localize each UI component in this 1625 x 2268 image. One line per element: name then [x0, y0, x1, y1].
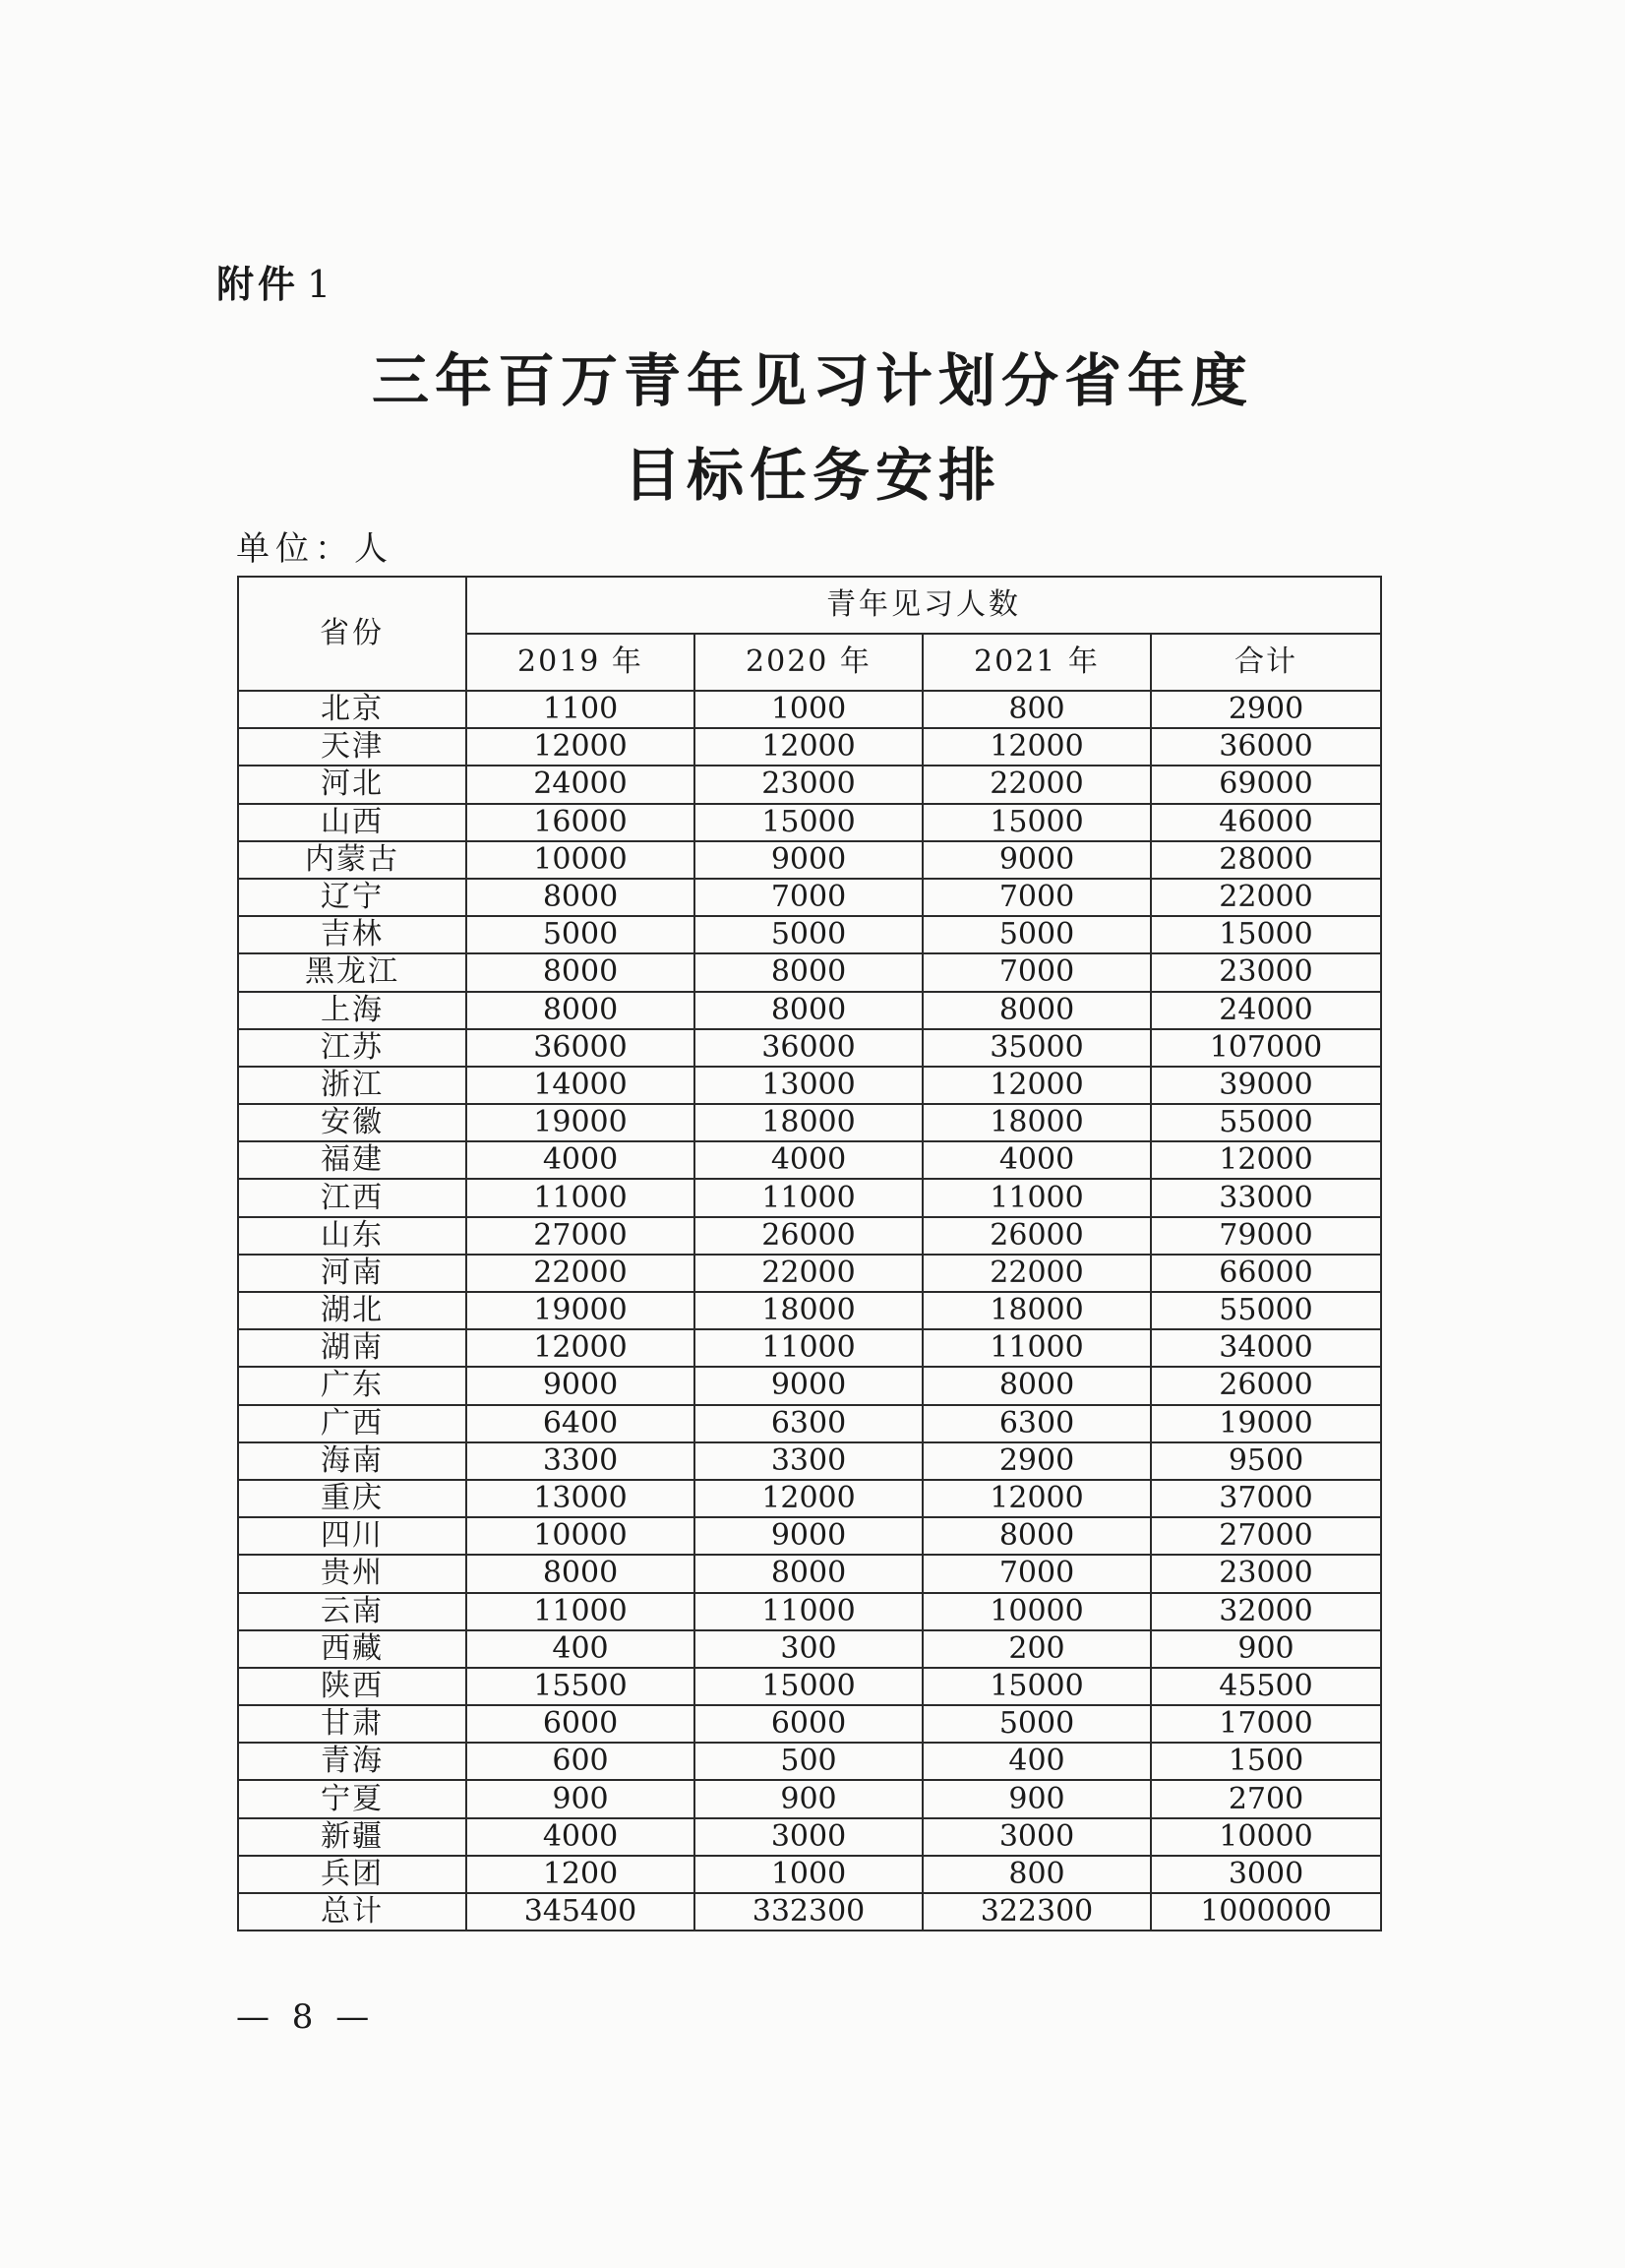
value-cell: 800 [923, 691, 1151, 728]
unit-label: 单位：人 [236, 529, 393, 569]
total-cell: 26000 [1151, 1367, 1381, 1404]
value-cell: 11000 [466, 1593, 694, 1630]
value-cell: 19000 [466, 1292, 694, 1329]
total-cell: 22000 [1151, 879, 1381, 916]
value-cell: 12000 [694, 1480, 923, 1517]
value-cell: 400 [923, 1743, 1151, 1780]
value-cell: 200 [923, 1630, 1151, 1668]
table-row [238, 841, 1381, 879]
group-header: 青年见习人数 [466, 577, 1381, 634]
total-cell: 19000 [1151, 1405, 1381, 1442]
value-cell: 9000 [466, 1367, 694, 1404]
province-cell: 天津 [238, 728, 466, 766]
value-cell: 400 [466, 1630, 694, 1668]
province-cell: 广东 [238, 1367, 466, 1404]
value-cell: 10000 [923, 1593, 1151, 1630]
province-cell: 江苏 [238, 1029, 466, 1067]
value-cell: 4000 [694, 1141, 923, 1179]
value-cell: 345400 [466, 1893, 694, 1931]
table-row [238, 992, 1381, 1029]
value-cell: 15500 [466, 1668, 694, 1705]
year-header-2021: 2021 年 [923, 634, 1151, 691]
table-row [238, 1179, 1381, 1216]
province-cell: 安徽 [238, 1104, 466, 1141]
province-cell: 山东 [238, 1217, 466, 1255]
value-cell: 3000 [694, 1818, 923, 1856]
total-cell: 23000 [1151, 1555, 1381, 1592]
table-row [238, 1141, 1381, 1179]
value-cell: 24000 [466, 766, 694, 803]
total-cell: 15000 [1151, 916, 1381, 953]
value-cell: 15000 [694, 804, 923, 841]
table-row [238, 1405, 1381, 1442]
table-row [238, 1593, 1381, 1630]
document-title-line-1: 三年百万青年见习计划分省年度 [371, 347, 1253, 414]
total-cell: 1000000 [1151, 1893, 1381, 1931]
total-cell: 900 [1151, 1630, 1381, 1668]
total-cell: 36000 [1151, 728, 1381, 766]
value-cell: 11000 [694, 1179, 923, 1216]
table-row [238, 916, 1381, 953]
value-cell: 3000 [923, 1818, 1151, 1856]
value-cell: 5000 [466, 916, 694, 953]
value-cell: 22000 [923, 1255, 1151, 1292]
table-row [238, 1818, 1381, 1856]
value-cell: 14000 [466, 1067, 694, 1104]
value-cell: 3300 [466, 1442, 694, 1480]
value-cell: 11000 [694, 1593, 923, 1630]
value-cell: 1000 [694, 691, 923, 728]
table-row [238, 1067, 1381, 1104]
value-cell: 8000 [694, 953, 923, 991]
value-cell: 18000 [694, 1292, 923, 1329]
value-cell: 4000 [923, 1141, 1151, 1179]
province-cell: 内蒙古 [238, 841, 466, 879]
value-cell: 8000 [466, 1555, 694, 1592]
province-cell: 兵团 [238, 1856, 466, 1893]
value-cell: 7000 [923, 953, 1151, 991]
table-row [238, 1255, 1381, 1292]
total-cell: 45500 [1151, 1668, 1381, 1705]
value-cell: 15000 [694, 1668, 923, 1705]
province-cell: 云南 [238, 1593, 466, 1630]
value-cell: 15000 [923, 1668, 1151, 1705]
total-cell: 37000 [1151, 1480, 1381, 1517]
table-row [238, 1329, 1381, 1367]
value-cell: 11000 [694, 1329, 923, 1367]
total-cell: 10000 [1151, 1818, 1381, 1856]
total-cell: 55000 [1151, 1292, 1381, 1329]
value-cell: 332300 [694, 1893, 923, 1931]
value-cell: 26000 [923, 1217, 1151, 1255]
total-cell: 23000 [1151, 953, 1381, 991]
value-cell: 9000 [694, 1517, 923, 1555]
table-row [238, 1893, 1381, 1931]
province-cell: 四川 [238, 1517, 466, 1555]
document-title-line-2: 目标任务安排 [623, 442, 1001, 509]
total-cell: 28000 [1151, 841, 1381, 879]
total-cell: 66000 [1151, 1255, 1381, 1292]
value-cell: 11000 [923, 1329, 1151, 1367]
province-cell: 黑龙江 [238, 953, 466, 991]
value-cell: 12000 [466, 1329, 694, 1367]
value-cell: 900 [466, 1780, 694, 1817]
value-cell: 8000 [466, 992, 694, 1029]
attachment-number: 1 [307, 263, 335, 306]
province-cell: 宁夏 [238, 1780, 466, 1817]
attachment-label-text: 附件 [216, 263, 300, 306]
table-row [238, 1480, 1381, 1517]
value-cell: 5000 [923, 916, 1151, 953]
table-row [238, 953, 1381, 991]
table-row [238, 1517, 1381, 1555]
value-cell: 8000 [466, 879, 694, 916]
province-cell: 总计 [238, 1893, 466, 1931]
value-cell: 26000 [694, 1217, 923, 1255]
province-cell: 湖南 [238, 1329, 466, 1367]
total-cell: 9500 [1151, 1442, 1381, 1480]
value-cell: 4000 [466, 1818, 694, 1856]
table-row [238, 728, 1381, 766]
table-row [238, 1705, 1381, 1743]
value-cell: 18000 [694, 1104, 923, 1141]
province-cell: 甘肃 [238, 1705, 466, 1743]
value-cell: 27000 [466, 1217, 694, 1255]
value-cell: 22000 [923, 766, 1151, 803]
total-cell: 12000 [1151, 1141, 1381, 1179]
table-row [238, 1743, 1381, 1780]
total-cell: 32000 [1151, 1593, 1381, 1630]
value-cell: 900 [923, 1780, 1151, 1817]
value-cell: 500 [694, 1743, 923, 1780]
table-row [238, 1104, 1381, 1141]
value-cell: 1100 [466, 691, 694, 728]
total-cell: 79000 [1151, 1217, 1381, 1255]
value-cell: 16000 [466, 804, 694, 841]
total-cell: 17000 [1151, 1705, 1381, 1743]
value-cell: 8000 [923, 992, 1151, 1029]
table-row [238, 804, 1381, 841]
province-cell: 北京 [238, 691, 466, 728]
total-cell: 27000 [1151, 1517, 1381, 1555]
table-row [238, 1630, 1381, 1668]
value-cell: 2900 [923, 1442, 1151, 1480]
province-header: 省份 [238, 577, 466, 691]
province-cell: 福建 [238, 1141, 466, 1179]
value-cell: 800 [923, 1856, 1151, 1893]
year-header-2020: 2020 年 [694, 634, 923, 691]
value-cell: 18000 [923, 1292, 1151, 1329]
table-header [238, 577, 1381, 691]
table-row [238, 1668, 1381, 1705]
value-cell: 300 [694, 1630, 923, 1668]
value-cell: 8000 [923, 1367, 1151, 1404]
province-cell: 陕西 [238, 1668, 466, 1705]
value-cell: 4000 [466, 1141, 694, 1179]
value-cell: 7000 [923, 1555, 1151, 1592]
value-cell: 12000 [466, 728, 694, 766]
total-cell: 69000 [1151, 766, 1381, 803]
value-cell: 600 [466, 1743, 694, 1780]
total-cell: 46000 [1151, 804, 1381, 841]
value-cell: 13000 [694, 1067, 923, 1104]
total-cell: 34000 [1151, 1329, 1381, 1367]
attachment-label [216, 254, 334, 308]
total-cell: 55000 [1151, 1104, 1381, 1141]
value-cell: 22000 [694, 1255, 923, 1292]
value-cell: 6300 [923, 1405, 1151, 1442]
table-row [238, 1856, 1381, 1893]
total-cell: 33000 [1151, 1179, 1381, 1216]
value-cell: 5000 [694, 916, 923, 953]
province-cell: 吉林 [238, 916, 466, 953]
table-row [238, 1029, 1381, 1067]
value-cell: 12000 [923, 728, 1151, 766]
value-cell: 11000 [466, 1179, 694, 1216]
value-cell: 1000 [694, 1856, 923, 1893]
value-cell: 6000 [694, 1705, 923, 1743]
total-cell: 3000 [1151, 1856, 1381, 1893]
total-cell: 39000 [1151, 1067, 1381, 1104]
province-cell: 海南 [238, 1442, 466, 1480]
value-cell: 8000 [466, 953, 694, 991]
province-cell: 广西 [238, 1405, 466, 1442]
value-cell: 322300 [923, 1893, 1151, 1931]
table-row [238, 691, 1381, 728]
table-row [238, 766, 1381, 803]
value-cell: 6400 [466, 1405, 694, 1442]
year-header-2019: 2019 年 [466, 634, 694, 691]
total-cell: 24000 [1151, 992, 1381, 1029]
value-cell: 36000 [466, 1029, 694, 1067]
value-cell: 5000 [923, 1705, 1151, 1743]
value-cell: 9000 [694, 1367, 923, 1404]
total-cell: 2700 [1151, 1780, 1381, 1817]
province-cell: 河北 [238, 766, 466, 803]
table-row [238, 1217, 1381, 1255]
table-row [238, 879, 1381, 916]
value-cell: 8000 [923, 1517, 1151, 1555]
value-cell: 35000 [923, 1029, 1151, 1067]
value-cell: 8000 [694, 992, 923, 1029]
page-number: — 8 — [236, 1997, 376, 2037]
province-cell: 青海 [238, 1743, 466, 1780]
value-cell: 6300 [694, 1405, 923, 1442]
province-cell: 山西 [238, 804, 466, 841]
total-header: 合计 [1151, 634, 1381, 691]
table-row [238, 1442, 1381, 1480]
province-cell: 湖北 [238, 1292, 466, 1329]
total-cell: 1500 [1151, 1743, 1381, 1780]
value-cell: 23000 [694, 766, 923, 803]
value-cell: 10000 [466, 841, 694, 879]
allocation-table [237, 576, 1382, 1931]
value-cell: 11000 [923, 1179, 1151, 1216]
table-row [238, 1367, 1381, 1404]
value-cell: 10000 [466, 1517, 694, 1555]
value-cell: 12000 [923, 1067, 1151, 1104]
province-cell: 辽宁 [238, 879, 466, 916]
value-cell: 9000 [923, 841, 1151, 879]
value-cell: 12000 [694, 728, 923, 766]
total-cell: 2900 [1151, 691, 1381, 728]
value-cell: 12000 [923, 1480, 1151, 1517]
value-cell: 15000 [923, 804, 1151, 841]
total-cell: 107000 [1151, 1029, 1381, 1067]
value-cell: 7000 [923, 879, 1151, 916]
value-cell: 8000 [694, 1555, 923, 1592]
value-cell: 7000 [694, 879, 923, 916]
value-cell: 13000 [466, 1480, 694, 1517]
table-row [238, 1555, 1381, 1592]
value-cell: 1200 [466, 1856, 694, 1893]
province-cell: 贵州 [238, 1555, 466, 1592]
province-cell: 新疆 [238, 1818, 466, 1856]
value-cell: 22000 [466, 1255, 694, 1292]
value-cell: 19000 [466, 1104, 694, 1141]
table-row [238, 1780, 1381, 1817]
value-cell: 900 [694, 1780, 923, 1817]
province-cell: 江西 [238, 1179, 466, 1216]
province-cell: 河南 [238, 1255, 466, 1292]
value-cell: 9000 [694, 841, 923, 879]
province-cell: 上海 [238, 992, 466, 1029]
value-cell: 6000 [466, 1705, 694, 1743]
province-cell: 重庆 [238, 1480, 466, 1517]
table-row [238, 1292, 1381, 1329]
header-row-group [238, 577, 1381, 634]
province-cell: 西藏 [238, 1630, 466, 1668]
province-cell: 浙江 [238, 1067, 466, 1104]
table-body [238, 691, 1381, 1931]
value-cell: 18000 [923, 1104, 1151, 1141]
value-cell: 36000 [694, 1029, 923, 1067]
value-cell: 3300 [694, 1442, 923, 1480]
